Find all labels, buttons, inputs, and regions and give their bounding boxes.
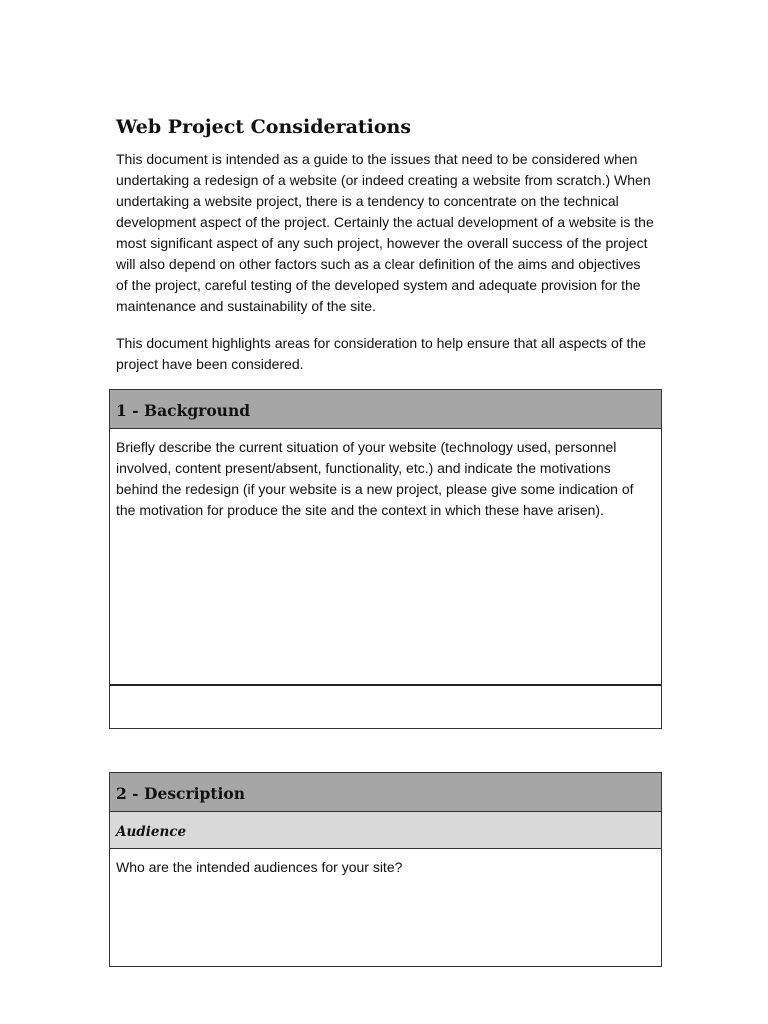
intro-paragraph: This document is intended as a guide to the issues that need to be considered when undertaking a redesign of a website (or indeed creating a website from scratch.) When undertaking a website project, there is a tendency to concentrate on the technical development aspect of the project. Certainly the actual development of a website is the most significant aspect of any such project, however the overall success of the project will also depend on other factors such as a clear definition of the aims and objectives of the project, careful testing of the developed system and adequate provision for the maintenance and sustainability of the site. xyxy=(116,151,654,314)
section-heading: 1 - Background xyxy=(110,390,661,429)
section-background xyxy=(109,389,662,729)
section-description xyxy=(109,772,662,967)
intro-paragraph: This document highlights areas for consideration to help ensure that all aspects of the project have been considered. xyxy=(116,335,646,372)
document-title: Web Project Considerations xyxy=(116,116,412,138)
section-question[interactable]: Who are the intended audiences for your site? xyxy=(116,859,403,875)
section-subheading: Audience xyxy=(110,812,661,849)
section-heading: 2 - Description xyxy=(110,773,661,812)
section-instructions: Briefly describe the current situation of your website (technology used, personnel involved, content present/absent, functionality, etc.) and indicate the motivations behind the redesign (if your website is a new project, please give some indication of the motivation for produce the site and the context in which these have arisen). xyxy=(116,439,634,518)
answer-field[interactable] xyxy=(110,684,661,728)
